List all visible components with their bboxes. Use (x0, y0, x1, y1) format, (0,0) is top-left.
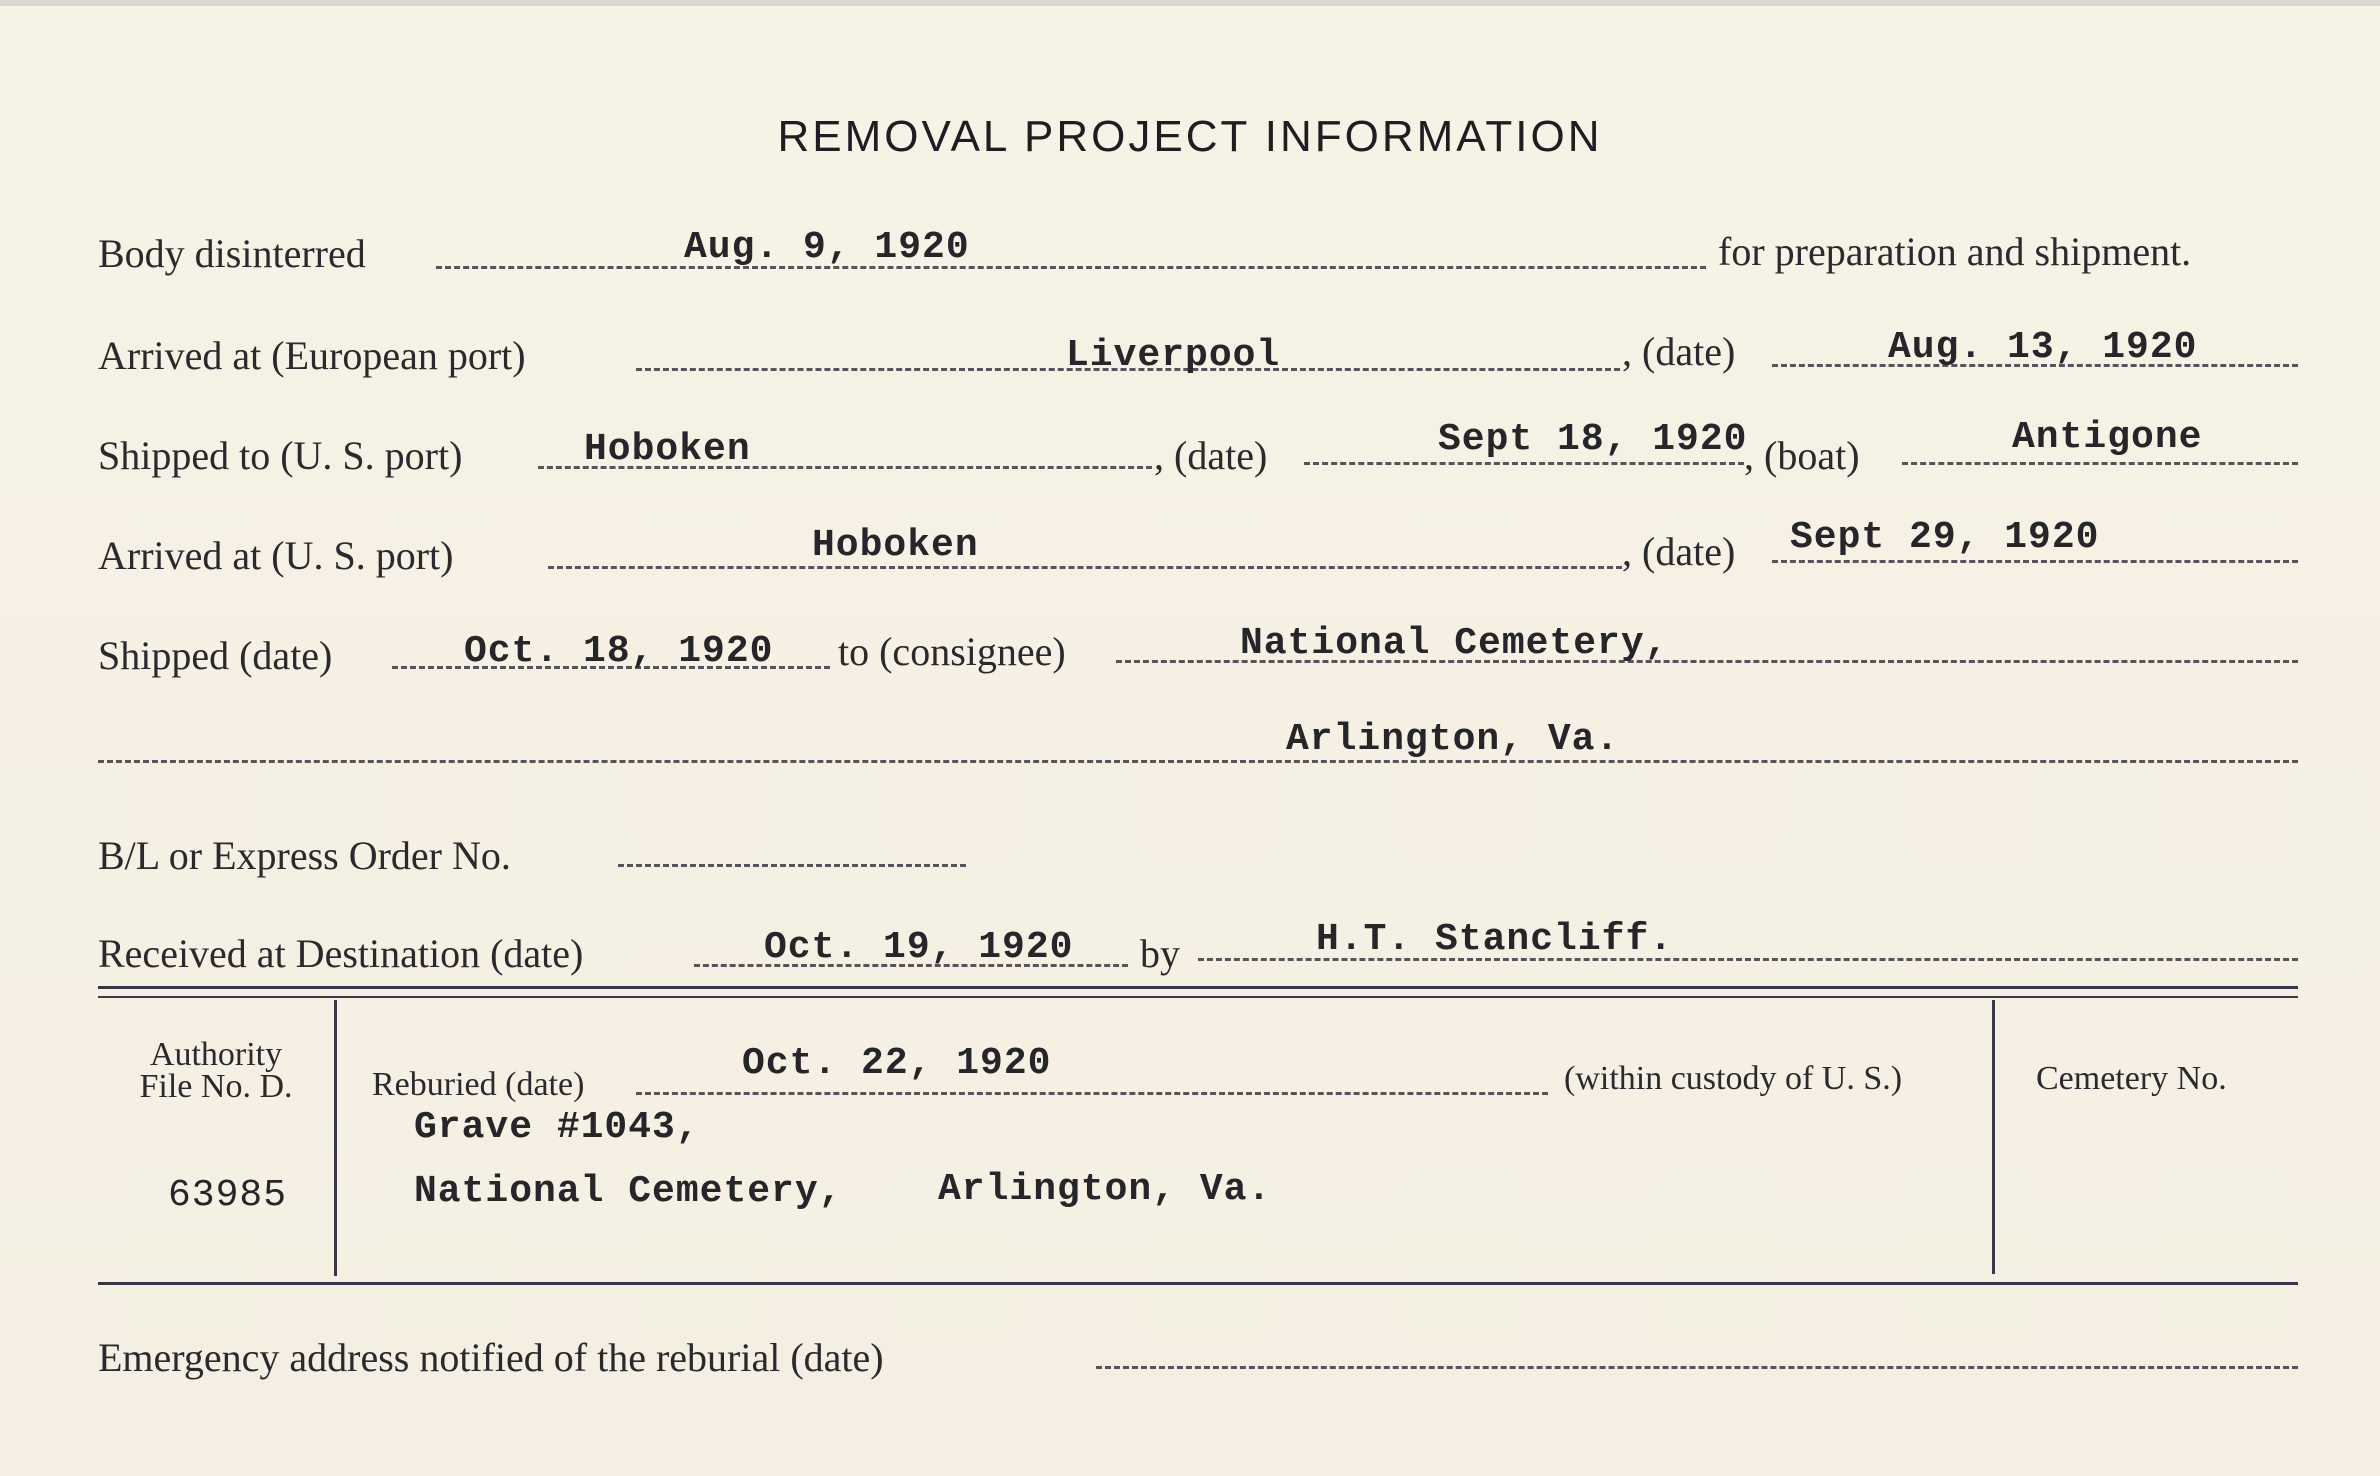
box-divider-right (1992, 1000, 1995, 1274)
arrived-us-date-label: , (date) (1622, 529, 1736, 574)
arrived-us-date-line (1772, 560, 2298, 563)
card-top-edge (0, 0, 2380, 6)
shipped-us-date-label: , (date) (1154, 433, 1268, 478)
grave-number: Grave #1043, (414, 1106, 700, 1149)
bl-label: B/L or Express Order No. (98, 833, 511, 878)
consignee-value: National Cemetery, (1240, 622, 1669, 665)
box-top-rule-1 (98, 986, 2298, 989)
shipped-us-boat-line (1902, 462, 2298, 465)
bl-line (618, 864, 966, 867)
box-divider-left (334, 1000, 337, 1276)
custody-note: (within custody of U. S.) (1564, 1060, 1903, 1097)
arrived-us-port: Hoboken (812, 524, 979, 567)
arrived-us-date: Sept 29, 1920 (1790, 516, 2100, 559)
authority-label: Authority (149, 1036, 283, 1073)
file-no-label: File No. D. (139, 1068, 293, 1105)
arrived-us-port-line (548, 566, 1622, 569)
emergency-label: Emergency address notified of the reburial (date) (98, 1335, 884, 1380)
shipped-date: Oct. 18, 1920 (464, 630, 774, 673)
emergency-line (1096, 1366, 2298, 1369)
arrived-europe-date-label: , (date) (1622, 329, 1736, 374)
received-by: H.T. Stancliff. (1316, 918, 1674, 961)
received-by-label: by (1140, 931, 1180, 976)
cemetery-no-label: Cemetery No. (2036, 1060, 2227, 1097)
shipped-us-date: Sept 18, 1920 (1438, 418, 1748, 461)
burial-location: Arlington, Va. (938, 1168, 1272, 1211)
arrived-us-label: Arrived at (U. S. port) (98, 533, 454, 578)
arrived-europe-port: Liverpool (1066, 334, 1281, 377)
reburied-line (636, 1092, 1548, 1095)
disinterred-suffix: for preparation and shipment. (1718, 229, 2192, 274)
shipped-date-label: Shipped (date) (98, 633, 333, 678)
reburied-label: Reburied (date) (372, 1066, 585, 1103)
box-bottom-rule (98, 1282, 2298, 1285)
consignee-line-2 (98, 760, 2298, 763)
shipped-us-boat: Antigone (2012, 416, 2203, 459)
burial-cemetery: National Cemetery, (414, 1170, 843, 1213)
shipped-us-boat-label: , (boat) (1744, 433, 1860, 478)
disinterred-line (436, 266, 1706, 269)
consignee-label: to (consignee) (838, 629, 1066, 674)
shipped-us-label: Shipped to (U. S. port) (98, 433, 463, 478)
reburied-date: Oct. 22, 1920 (742, 1042, 1052, 1085)
arrived-europe-date: Aug. 13, 1920 (1888, 326, 2198, 369)
box-top-rule-2 (98, 996, 2298, 998)
disinterred-label: Body disinterred (98, 231, 366, 276)
received-date: Oct. 19, 1920 (764, 926, 1074, 969)
shipped-us-date-line (1304, 462, 1744, 465)
disinterred-date: Aug. 9, 1920 (684, 226, 970, 269)
arrived-europe-label: Arrived at (European port) (98, 333, 526, 378)
shipped-us-port: Hoboken (584, 428, 751, 471)
consignee-value-2: Arlington, Va. (1286, 718, 1620, 761)
received-label: Received at Destination (date) (98, 931, 584, 976)
file-no-value: 63985 (168, 1174, 288, 1217)
card-title: REMOVAL PROJECT INFORMATION (777, 112, 1603, 161)
